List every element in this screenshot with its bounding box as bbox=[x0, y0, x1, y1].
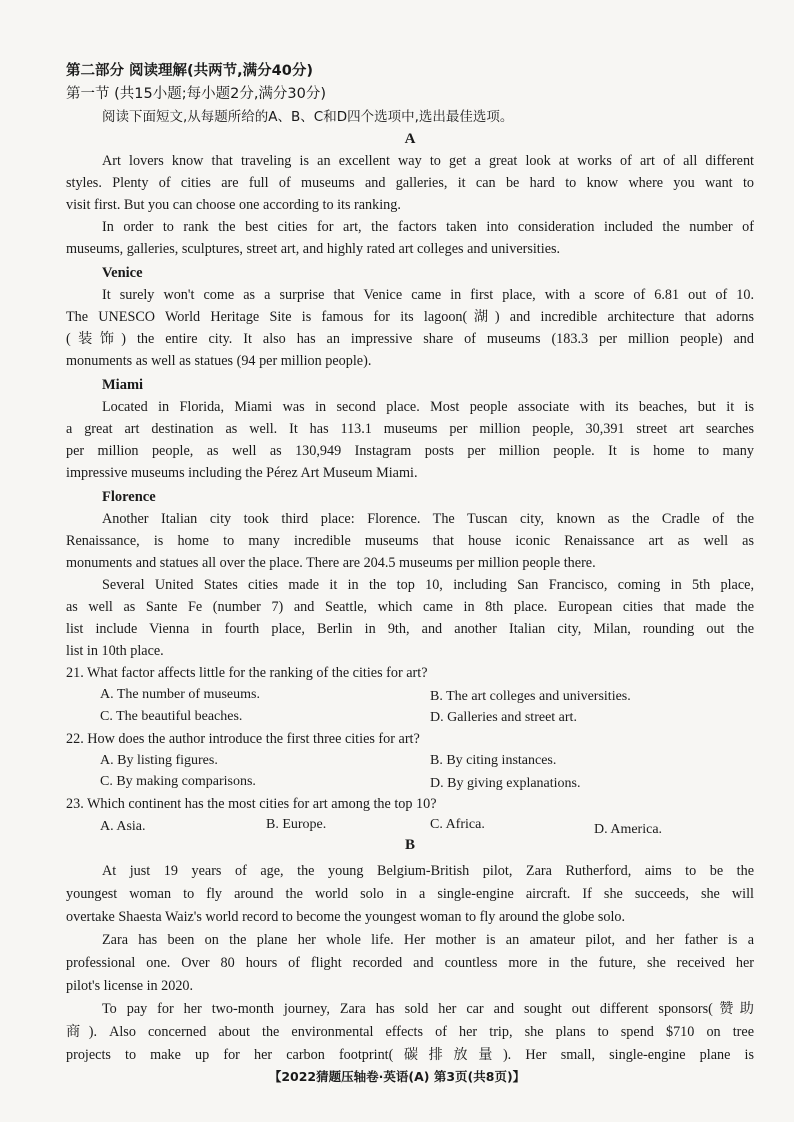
florence-line: monuments and statues all over the place. There are 204.5 museums per million people there. bbox=[66, 555, 596, 571]
miami-line: Located in Florida, Miami was in second place. Most people associate with its beaches, but it is bbox=[102, 399, 754, 415]
passage-a-line: In order to rank the best cities for art, the factors taken into consideration included the number of bbox=[102, 219, 754, 235]
passage-b-label: B bbox=[404, 837, 415, 853]
passage-b-line: At just 19 years of age, the young Belgium-British pilot, Zara Rutherford, aims to be the bbox=[102, 863, 754, 879]
question-22-option-a: A. By listing figures. bbox=[100, 753, 218, 768]
miami-line: a great art destination as well. It has 113.1 museums per million people, 30,391 street art searches bbox=[66, 421, 754, 437]
section-title: 第一节 (共15小题;每小题2分,满分30分) bbox=[66, 86, 327, 102]
question-22-option-b: B. By citing instances. bbox=[430, 753, 557, 768]
miami-line: per million people, as well as 130,949 Instagram posts per million people. It is home to many bbox=[66, 443, 754, 459]
instructions: 阅读下面短文,从每题所给的A、B、C和D四个选项中,选出最佳选项。 bbox=[102, 109, 514, 125]
florence-line: Another Italian city took third place: Florence. The Tuscan city, known as the Cradle of the bbox=[102, 511, 754, 527]
passage-b-line: pilot's license in 2020. bbox=[66, 978, 194, 994]
question-23-stem: 23. Which continent has the most cities for art among the top 10? bbox=[66, 796, 437, 812]
passage-b-line: Zara has been on the plane her whole life. Her mother is an amateur pilot, and her father is a bbox=[102, 932, 754, 948]
miami-line: impressive museums including the Pérez Art Museum Miami. bbox=[66, 465, 418, 481]
part-title: 第二部分 阅读理解(共两节,满分40分) bbox=[66, 63, 313, 79]
question-21-option-a: A. The number of museums. bbox=[100, 687, 260, 702]
passage-b-line: projects to make up for her carbon footprint(碳排放量). Her small, single-engine plane is bbox=[66, 1047, 754, 1063]
florence-line: Several United States cities made it in the top 10, including San Francisco, coming in 5th place, bbox=[102, 577, 754, 593]
florence-heading: Florence bbox=[102, 489, 156, 505]
florence-line: list in 10th place. bbox=[66, 643, 164, 659]
venice-line: The UNESCO World Heritage Site is famous for its lagoon(湖) and incredible architecture that adorns bbox=[66, 309, 754, 325]
question-21-option-b: B. The art colleges and universities. bbox=[430, 689, 631, 704]
florence-line: as well as Sante Fe (number 7) and Seattle, which came in 8th place. European cities that made the bbox=[66, 599, 754, 615]
passage-a-label: A bbox=[404, 131, 416, 147]
question-22-stem: 22. How does the author introduce the first three cities for art? bbox=[66, 731, 420, 747]
question-23-option-d: D. America. bbox=[594, 822, 663, 837]
question-21-stem: 21. What factor affects little for the ranking of the cities for art? bbox=[66, 665, 428, 681]
passage-b-line: youngest woman to fly around the world solo in a single-engine aircraft. If she succeeds, she will bbox=[66, 886, 754, 902]
question-23-option-b: B. Europe. bbox=[266, 817, 327, 832]
florence-line: list include Vienna in fourth place, Berlin in 9th, and another Italian city, Milan, rounding out the bbox=[66, 621, 754, 637]
venice-heading: Venice bbox=[102, 265, 143, 281]
question-21-option-c: C. The beautiful beaches. bbox=[100, 709, 243, 724]
question-23-option-a: A. Asia. bbox=[100, 819, 146, 834]
page-footer: 【2022猜题压轴卷·英语(A) 第3页(共8页)】 bbox=[268, 1069, 526, 1084]
passage-a-line: visit first. But you can choose one according to its ranking. bbox=[66, 197, 401, 213]
passage-b-line: professional one. Over 80 hours of flight recorded and countless more in the future, she received her bbox=[66, 955, 754, 971]
passage-a-line: Art lovers know that traveling is an excellent way to get a great look at works of art of all different bbox=[102, 153, 754, 169]
passage-a-line: museums, galleries, sculptures, street art, and highly rated art colleges and universities. bbox=[66, 241, 561, 257]
question-21-option-d: D. Galleries and street art. bbox=[430, 710, 577, 725]
passage-b-line: To pay for her two-month journey, Zara has sold her car and sought out different sponsors(赞助 bbox=[102, 1001, 754, 1017]
passage-b-line: 商). Also concerned about the environmental effects of her trip, she plans to spend $710 on tree bbox=[66, 1024, 754, 1040]
florence-line: Renaissance, is home to many incredible museums that house iconic Renaissance art as well as bbox=[66, 533, 754, 549]
miami-heading: Miami bbox=[102, 377, 144, 393]
venice-line: monuments as well as statues (94 per million people). bbox=[66, 353, 372, 369]
question-22-option-c: C. By making comparisons. bbox=[100, 774, 256, 789]
question-22-option-d: D. By giving explanations. bbox=[430, 776, 581, 791]
venice-line: It surely won't come as a surprise that Venice came in first place, with a score of 6.81 out of 10. bbox=[102, 287, 754, 303]
passage-a-line: styles. Plenty of cities are full of museums and galleries, it can be hard to know where you want to bbox=[66, 175, 754, 191]
venice-line: (装饰) the entire city. It also has an impressive share of museums (183.3 per million people) and bbox=[66, 331, 754, 347]
passage-b-line: overtake Shaesta Waiz's world record to become the youngest woman to fly around the globe solo. bbox=[66, 909, 626, 925]
question-23-option-c: C. Africa. bbox=[430, 817, 485, 832]
